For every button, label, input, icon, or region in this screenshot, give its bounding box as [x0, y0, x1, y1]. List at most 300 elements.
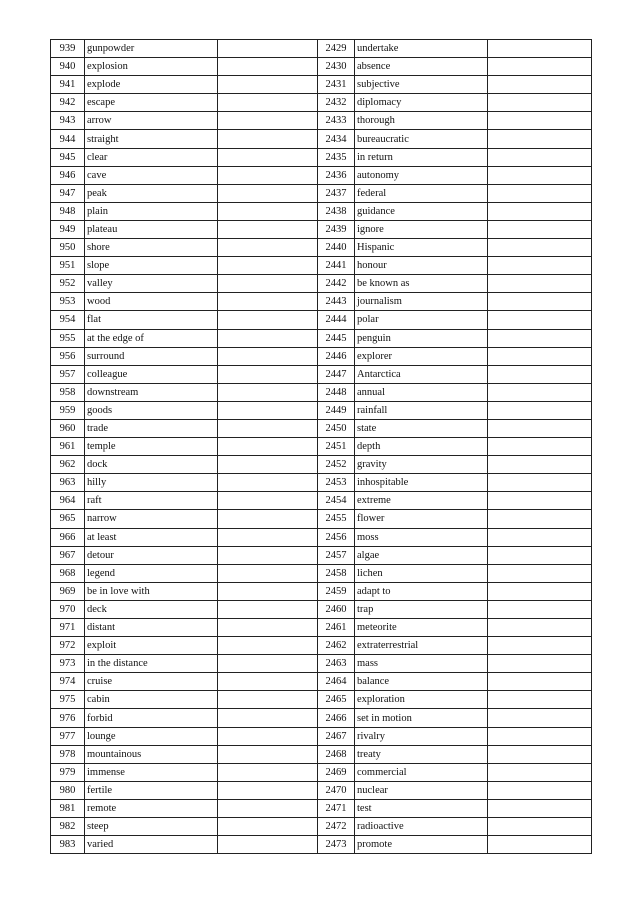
- right-number-cell: 2460: [318, 600, 355, 618]
- right-blank-cell: [488, 528, 592, 546]
- left-blank-cell: [218, 257, 318, 275]
- left-number-cell: 949: [51, 220, 85, 238]
- left-word-cell: lounge: [85, 727, 218, 745]
- right-blank-cell: [488, 401, 592, 419]
- left-number-cell: 981: [51, 799, 85, 817]
- right-word-cell: be known as: [355, 275, 488, 293]
- table-row: [51, 257, 592, 275]
- table-row: [51, 474, 592, 492]
- left-number-cell: 962: [51, 456, 85, 474]
- table-row: [51, 130, 592, 148]
- table-row: [51, 112, 592, 130]
- right-blank-cell: [488, 40, 592, 58]
- left-blank-cell: [218, 76, 318, 94]
- left-word-cell: cave: [85, 166, 218, 184]
- left-blank-cell: [218, 456, 318, 474]
- left-blank-cell: [218, 691, 318, 709]
- left-number-cell: 944: [51, 130, 85, 148]
- table-row: [51, 94, 592, 112]
- right-word-cell: absence: [355, 58, 488, 76]
- left-number-cell: 963: [51, 474, 85, 492]
- left-number-cell: 969: [51, 582, 85, 600]
- left-number-cell: 978: [51, 745, 85, 763]
- left-word-cell: forbid: [85, 709, 218, 727]
- left-number-cell: 951: [51, 257, 85, 275]
- table-row: [51, 419, 592, 437]
- right-number-cell: 2451: [318, 438, 355, 456]
- right-number-cell: 2453: [318, 474, 355, 492]
- left-blank-cell: [218, 655, 318, 673]
- right-number-cell: 2472: [318, 818, 355, 836]
- right-blank-cell: [488, 456, 592, 474]
- right-word-cell: balance: [355, 673, 488, 691]
- right-blank-cell: [488, 763, 592, 781]
- left-blank-cell: [218, 347, 318, 365]
- left-word-cell: detour: [85, 546, 218, 564]
- left-word-cell: arrow: [85, 112, 218, 130]
- left-number-cell: 941: [51, 76, 85, 94]
- right-number-cell: 2449: [318, 401, 355, 419]
- right-blank-cell: [488, 582, 592, 600]
- right-word-cell: trap: [355, 600, 488, 618]
- left-number-cell: 953: [51, 293, 85, 311]
- right-number-cell: 2441: [318, 257, 355, 275]
- table-row: [51, 492, 592, 510]
- left-blank-cell: [218, 401, 318, 419]
- left-blank-cell: [218, 438, 318, 456]
- right-word-cell: meteorite: [355, 619, 488, 637]
- right-number-cell: 2445: [318, 329, 355, 347]
- right-number-cell: 2466: [318, 709, 355, 727]
- left-word-cell: raft: [85, 492, 218, 510]
- right-word-cell: inhospitable: [355, 474, 488, 492]
- right-word-cell: lichen: [355, 564, 488, 582]
- left-word-cell: at least: [85, 528, 218, 546]
- right-blank-cell: [488, 166, 592, 184]
- right-number-cell: 2434: [318, 130, 355, 148]
- left-number-cell: 947: [51, 184, 85, 202]
- right-blank-cell: [488, 257, 592, 275]
- right-blank-cell: [488, 836, 592, 854]
- left-blank-cell: [218, 130, 318, 148]
- left-number-cell: 982: [51, 818, 85, 836]
- left-word-cell: hilly: [85, 474, 218, 492]
- right-blank-cell: [488, 745, 592, 763]
- left-number-cell: 948: [51, 202, 85, 220]
- left-word-cell: peak: [85, 184, 218, 202]
- left-word-cell: shore: [85, 239, 218, 257]
- right-word-cell: Hispanic: [355, 239, 488, 257]
- right-word-cell: moss: [355, 528, 488, 546]
- left-number-cell: 983: [51, 836, 85, 854]
- right-number-cell: 2440: [318, 239, 355, 257]
- table-row: [51, 76, 592, 94]
- left-blank-cell: [218, 311, 318, 329]
- left-word-cell: escape: [85, 94, 218, 112]
- right-number-cell: 2463: [318, 655, 355, 673]
- right-word-cell: radioactive: [355, 818, 488, 836]
- table-row: [51, 239, 592, 257]
- left-word-cell: downstream: [85, 383, 218, 401]
- right-number-cell: 2468: [318, 745, 355, 763]
- left-number-cell: 957: [51, 365, 85, 383]
- left-number-cell: 968: [51, 564, 85, 582]
- left-blank-cell: [218, 166, 318, 184]
- right-blank-cell: [488, 781, 592, 799]
- left-word-cell: dock: [85, 456, 218, 474]
- left-number-cell: 952: [51, 275, 85, 293]
- left-word-cell: cruise: [85, 673, 218, 691]
- right-number-cell: 2444: [318, 311, 355, 329]
- right-word-cell: mass: [355, 655, 488, 673]
- left-number-cell: 956: [51, 347, 85, 365]
- left-number-cell: 946: [51, 166, 85, 184]
- table-row: [51, 58, 592, 76]
- right-word-cell: extraterrestrial: [355, 637, 488, 655]
- left-word-cell: temple: [85, 438, 218, 456]
- table-row: [51, 673, 592, 691]
- left-number-cell: 954: [51, 311, 85, 329]
- left-number-cell: 975: [51, 691, 85, 709]
- left-number-cell: 958: [51, 383, 85, 401]
- left-blank-cell: [218, 781, 318, 799]
- right-number-cell: 2473: [318, 836, 355, 854]
- left-blank-cell: [218, 836, 318, 854]
- left-word-cell: cabin: [85, 691, 218, 709]
- right-word-cell: treaty: [355, 745, 488, 763]
- left-word-cell: trade: [85, 419, 218, 437]
- table-row: [51, 40, 592, 58]
- left-word-cell: varied: [85, 836, 218, 854]
- left-word-cell: in the distance: [85, 655, 218, 673]
- table-row: [51, 799, 592, 817]
- left-blank-cell: [218, 148, 318, 166]
- right-number-cell: 2455: [318, 510, 355, 528]
- right-number-cell: 2448: [318, 383, 355, 401]
- left-blank-cell: [218, 763, 318, 781]
- right-blank-cell: [488, 474, 592, 492]
- left-word-cell: wood: [85, 293, 218, 311]
- right-blank-cell: [488, 365, 592, 383]
- vocabulary-table: [50, 39, 592, 854]
- right-number-cell: 2442: [318, 275, 355, 293]
- right-blank-cell: [488, 691, 592, 709]
- right-blank-cell: [488, 94, 592, 112]
- left-number-cell: 939: [51, 40, 85, 58]
- right-word-cell: thorough: [355, 112, 488, 130]
- left-blank-cell: [218, 239, 318, 257]
- left-word-cell: explode: [85, 76, 218, 94]
- table-row: [51, 745, 592, 763]
- right-number-cell: 2459: [318, 582, 355, 600]
- right-number-cell: 2439: [318, 220, 355, 238]
- table-row: [51, 293, 592, 311]
- right-number-cell: 2447: [318, 365, 355, 383]
- right-word-cell: state: [355, 419, 488, 437]
- right-blank-cell: [488, 637, 592, 655]
- right-blank-cell: [488, 184, 592, 202]
- table-row: [51, 275, 592, 293]
- left-word-cell: plateau: [85, 220, 218, 238]
- left-number-cell: 966: [51, 528, 85, 546]
- right-number-cell: 2470: [318, 781, 355, 799]
- left-word-cell: legend: [85, 564, 218, 582]
- left-word-cell: colleague: [85, 365, 218, 383]
- right-blank-cell: [488, 202, 592, 220]
- right-number-cell: 2433: [318, 112, 355, 130]
- right-word-cell: gravity: [355, 456, 488, 474]
- table-row: [51, 438, 592, 456]
- left-word-cell: deck: [85, 600, 218, 618]
- right-word-cell: commercial: [355, 763, 488, 781]
- left-blank-cell: [218, 727, 318, 745]
- right-word-cell: set in motion: [355, 709, 488, 727]
- right-word-cell: bureaucratic: [355, 130, 488, 148]
- table-row: [51, 220, 592, 238]
- left-blank-cell: [218, 799, 318, 817]
- right-blank-cell: [488, 148, 592, 166]
- right-number-cell: 2436: [318, 166, 355, 184]
- left-word-cell: explosion: [85, 58, 218, 76]
- left-blank-cell: [218, 619, 318, 637]
- right-blank-cell: [488, 655, 592, 673]
- left-blank-cell: [218, 202, 318, 220]
- right-number-cell: 2467: [318, 727, 355, 745]
- right-word-cell: depth: [355, 438, 488, 456]
- right-number-cell: 2438: [318, 202, 355, 220]
- left-blank-cell: [218, 275, 318, 293]
- left-number-cell: 959: [51, 401, 85, 419]
- table-row: [51, 166, 592, 184]
- left-blank-cell: [218, 365, 318, 383]
- right-word-cell: test: [355, 799, 488, 817]
- right-word-cell: autonomy: [355, 166, 488, 184]
- left-word-cell: steep: [85, 818, 218, 836]
- right-blank-cell: [488, 492, 592, 510]
- left-number-cell: 965: [51, 510, 85, 528]
- right-blank-cell: [488, 600, 592, 618]
- right-number-cell: 2452: [318, 456, 355, 474]
- right-blank-cell: [488, 130, 592, 148]
- right-blank-cell: [488, 347, 592, 365]
- right-word-cell: algae: [355, 546, 488, 564]
- table-row: [51, 655, 592, 673]
- left-number-cell: 945: [51, 148, 85, 166]
- table-row: [51, 619, 592, 637]
- right-blank-cell: [488, 419, 592, 437]
- right-blank-cell: [488, 818, 592, 836]
- left-number-cell: 980: [51, 781, 85, 799]
- left-word-cell: clear: [85, 148, 218, 166]
- left-blank-cell: [218, 58, 318, 76]
- right-word-cell: flower: [355, 510, 488, 528]
- right-word-cell: rivalry: [355, 727, 488, 745]
- right-word-cell: guidance: [355, 202, 488, 220]
- right-number-cell: 2454: [318, 492, 355, 510]
- table-row: [51, 329, 592, 347]
- right-blank-cell: [488, 112, 592, 130]
- table-row: [51, 564, 592, 582]
- left-blank-cell: [218, 40, 318, 58]
- right-blank-cell: [488, 438, 592, 456]
- right-blank-cell: [488, 619, 592, 637]
- right-number-cell: 2446: [318, 347, 355, 365]
- left-number-cell: 955: [51, 329, 85, 347]
- right-number-cell: 2435: [318, 148, 355, 166]
- left-blank-cell: [218, 184, 318, 202]
- table-row: [51, 637, 592, 655]
- left-number-cell: 972: [51, 637, 85, 655]
- left-word-cell: gunpowder: [85, 40, 218, 58]
- right-blank-cell: [488, 799, 592, 817]
- left-number-cell: 977: [51, 727, 85, 745]
- right-word-cell: journalism: [355, 293, 488, 311]
- right-number-cell: 2461: [318, 619, 355, 637]
- left-blank-cell: [218, 745, 318, 763]
- left-blank-cell: [218, 383, 318, 401]
- left-blank-cell: [218, 474, 318, 492]
- right-blank-cell: [488, 673, 592, 691]
- right-number-cell: 2465: [318, 691, 355, 709]
- left-blank-cell: [218, 564, 318, 582]
- right-number-cell: 2431: [318, 76, 355, 94]
- left-word-cell: narrow: [85, 510, 218, 528]
- right-number-cell: 2450: [318, 419, 355, 437]
- right-blank-cell: [488, 383, 592, 401]
- right-word-cell: explorer: [355, 347, 488, 365]
- table-row: [51, 763, 592, 781]
- right-word-cell: nuclear: [355, 781, 488, 799]
- left-word-cell: fertile: [85, 781, 218, 799]
- left-blank-cell: [218, 582, 318, 600]
- left-number-cell: 940: [51, 58, 85, 76]
- left-word-cell: slope: [85, 257, 218, 275]
- left-blank-cell: [218, 546, 318, 564]
- left-blank-cell: [218, 528, 318, 546]
- right-blank-cell: [488, 329, 592, 347]
- left-blank-cell: [218, 637, 318, 655]
- left-blank-cell: [218, 600, 318, 618]
- right-blank-cell: [488, 293, 592, 311]
- right-word-cell: adapt to: [355, 582, 488, 600]
- right-blank-cell: [488, 564, 592, 582]
- right-blank-cell: [488, 76, 592, 94]
- left-number-cell: 964: [51, 492, 85, 510]
- table-row: [51, 781, 592, 799]
- left-number-cell: 950: [51, 239, 85, 257]
- left-blank-cell: [218, 818, 318, 836]
- left-number-cell: 976: [51, 709, 85, 727]
- table-row: [51, 184, 592, 202]
- right-number-cell: 2437: [318, 184, 355, 202]
- right-blank-cell: [488, 510, 592, 528]
- left-number-cell: 961: [51, 438, 85, 456]
- left-blank-cell: [218, 112, 318, 130]
- table-row: [51, 510, 592, 528]
- right-blank-cell: [488, 311, 592, 329]
- table-row: [51, 582, 592, 600]
- left-blank-cell: [218, 329, 318, 347]
- table-row: [51, 691, 592, 709]
- table-row: [51, 311, 592, 329]
- right-word-cell: promote: [355, 836, 488, 854]
- right-number-cell: 2457: [318, 546, 355, 564]
- left-blank-cell: [218, 510, 318, 528]
- left-word-cell: at the edge of: [85, 329, 218, 347]
- left-number-cell: 943: [51, 112, 85, 130]
- table-row: [51, 347, 592, 365]
- left-number-cell: 979: [51, 763, 85, 781]
- right-number-cell: 2458: [318, 564, 355, 582]
- left-number-cell: 942: [51, 94, 85, 112]
- table-row: [51, 202, 592, 220]
- right-number-cell: 2443: [318, 293, 355, 311]
- right-number-cell: 2456: [318, 528, 355, 546]
- right-word-cell: diplomacy: [355, 94, 488, 112]
- right-word-cell: undertake: [355, 40, 488, 58]
- right-word-cell: subjective: [355, 76, 488, 94]
- left-word-cell: flat: [85, 311, 218, 329]
- right-word-cell: in return: [355, 148, 488, 166]
- right-number-cell: 2429: [318, 40, 355, 58]
- table-row: [51, 365, 592, 383]
- left-number-cell: 974: [51, 673, 85, 691]
- right-word-cell: polar: [355, 311, 488, 329]
- table-row: [51, 600, 592, 618]
- right-word-cell: rainfall: [355, 401, 488, 419]
- right-word-cell: ignore: [355, 220, 488, 238]
- table-row: [51, 383, 592, 401]
- left-word-cell: distant: [85, 619, 218, 637]
- left-blank-cell: [218, 709, 318, 727]
- right-word-cell: penguin: [355, 329, 488, 347]
- vocabulary-table-body: [51, 40, 592, 854]
- right-word-cell: honour: [355, 257, 488, 275]
- left-blank-cell: [218, 293, 318, 311]
- left-number-cell: 967: [51, 546, 85, 564]
- right-blank-cell: [488, 727, 592, 745]
- table-row: [51, 546, 592, 564]
- table-row: [51, 528, 592, 546]
- left-word-cell: be in love with: [85, 582, 218, 600]
- table-row: [51, 456, 592, 474]
- left-word-cell: goods: [85, 401, 218, 419]
- left-number-cell: 970: [51, 600, 85, 618]
- left-word-cell: straight: [85, 130, 218, 148]
- left-number-cell: 971: [51, 619, 85, 637]
- right-word-cell: Antarctica: [355, 365, 488, 383]
- left-number-cell: 960: [51, 419, 85, 437]
- right-blank-cell: [488, 58, 592, 76]
- right-number-cell: 2469: [318, 763, 355, 781]
- right-blank-cell: [488, 275, 592, 293]
- right-word-cell: exploration: [355, 691, 488, 709]
- right-number-cell: 2462: [318, 637, 355, 655]
- right-number-cell: 2471: [318, 799, 355, 817]
- table-row: [51, 401, 592, 419]
- right-blank-cell: [488, 709, 592, 727]
- right-number-cell: 2464: [318, 673, 355, 691]
- left-blank-cell: [218, 220, 318, 238]
- left-blank-cell: [218, 492, 318, 510]
- right-number-cell: 2430: [318, 58, 355, 76]
- right-word-cell: federal: [355, 184, 488, 202]
- left-word-cell: surround: [85, 347, 218, 365]
- table-row: [51, 148, 592, 166]
- right-number-cell: 2432: [318, 94, 355, 112]
- table-row: [51, 709, 592, 727]
- left-word-cell: valley: [85, 275, 218, 293]
